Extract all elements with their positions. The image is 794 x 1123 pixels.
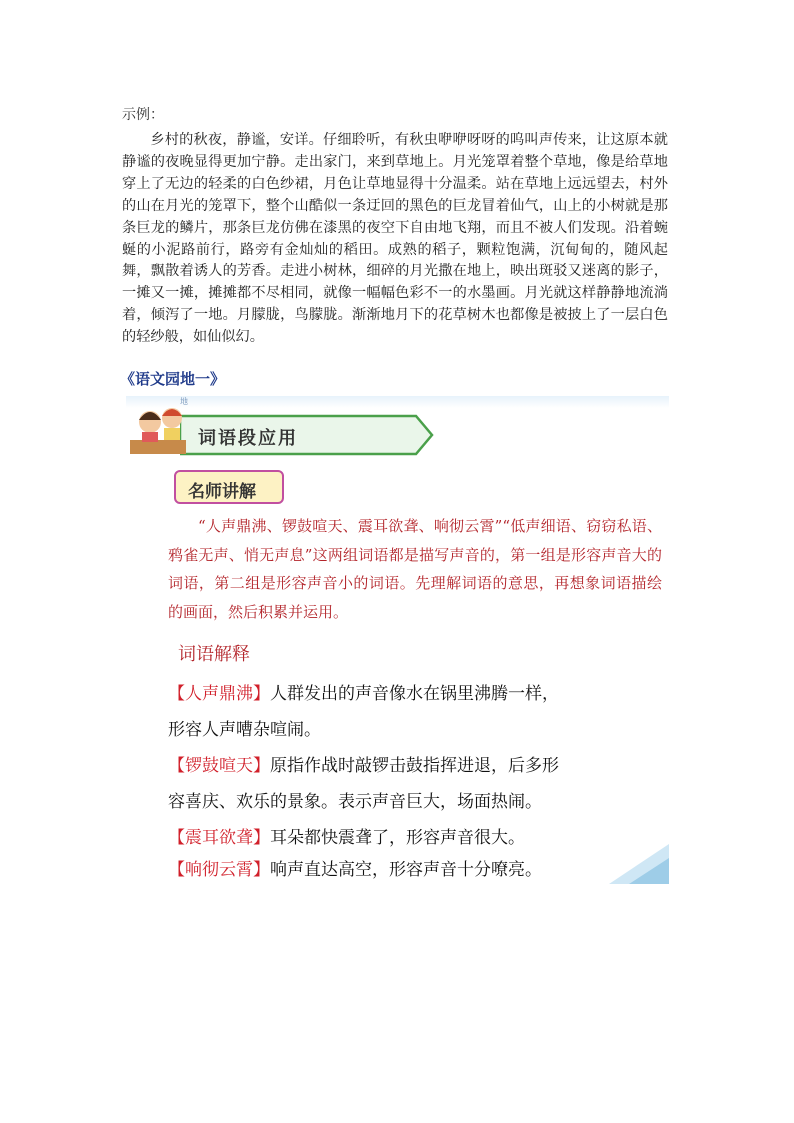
vocab-entry bbox=[168, 820, 525, 856]
corner-decoration bbox=[609, 844, 669, 884]
vocab-heading: 词语解释 bbox=[178, 644, 250, 665]
vocab-definition: 响声直达高空，形容声音十分嘹亮。 bbox=[270, 860, 542, 880]
vocab-term: 【人声鼎沸】 bbox=[168, 684, 270, 704]
top-strip bbox=[126, 396, 669, 408]
vocab-definition: 原指作战时敲锣击鼓指挥进退，后多形 bbox=[270, 756, 559, 776]
lesson-image-card bbox=[126, 396, 669, 884]
vocab-term: 【震耳欲聋】 bbox=[168, 828, 270, 848]
vocab-definition-cont: 容喜庆、欢乐的景象。表示声音巨大，场面热闹。 bbox=[168, 792, 542, 812]
example-label: 示例： bbox=[122, 107, 164, 123]
strip-text: 地 bbox=[180, 397, 188, 406]
vocab-entry bbox=[168, 676, 559, 748]
vocab-term: 【锣鼓喧天】 bbox=[168, 756, 270, 776]
example-paragraph: 乡村的秋夜，静谧，安详。仔细聆听，有秋虫咿咿呀呀的呜叫声传来，让这原本就静谧的夜晚显得更加宁静。走出家门，来到草地上。月光笼罩着整个草地，像是给草地穿上了无边的轻柔的白色纱裙，月色让草地显得十分温柔。站在草地上远远望去，村外的山在月光的笼罩下，整个山酷似一条迂回的黑色的巨龙冒着仙气，山上的小树就是那条巨龙的鳞片，那条巨龙仿佛在漆黑的夜空下自由地飞翔，而且不被人们发现。沿着蜿蜒的小泥路前行，路旁有金灿灿的稻田。成熟的稻子，颗粒饱满，沉甸甸的，随风起舞，飘散着诱人的芳香。走进小树林，细碎的月光撒在地上，映出斑驳又迷离的影子，一摊又一摊，摊摊都不尽相同，就像一幅幅色彩不一的水墨画。月光就这样静静地流淌着，倾泻了一地。月朦胧，鸟朦胧。渐渐地月下的花草树木也都像是被披上了一层白色的轻纱般，如仙似幻。 bbox=[122, 132, 668, 346]
vocab-entry bbox=[168, 748, 559, 820]
section-title: 《语文园地一》 bbox=[120, 370, 226, 388]
teacher-label: 名师讲解 bbox=[188, 482, 256, 502]
vocab-definition-cont: 形容人声嘈杂喧闹。 bbox=[168, 720, 321, 740]
children-reading-icon bbox=[128, 400, 198, 460]
vocab-definition: 人群发出的声音像水在锅里沸腾一样， bbox=[270, 684, 559, 704]
vocab-definition: 耳朵都快震聋了，形容声音很大。 bbox=[270, 828, 525, 848]
vocab-entry bbox=[168, 852, 542, 884]
explanation-text: “人声鼎沸、锣鼓喧天、震耳欲聋、响彻云霄”“低声细语、窃窃私语、鸦雀无声、悄无声息”这两组词语都是描写声音的，第一组是形容声音大的词语，第二组是形容声音小的词语。先理解词语的意思，再想象词语描绘的画面，然后积累并运用。 bbox=[168, 517, 662, 621]
teacher-explain-badge bbox=[174, 470, 284, 504]
vocab-term: 【响彻云霄】 bbox=[168, 860, 270, 880]
banner-title: 词语段应用 bbox=[198, 428, 298, 449]
